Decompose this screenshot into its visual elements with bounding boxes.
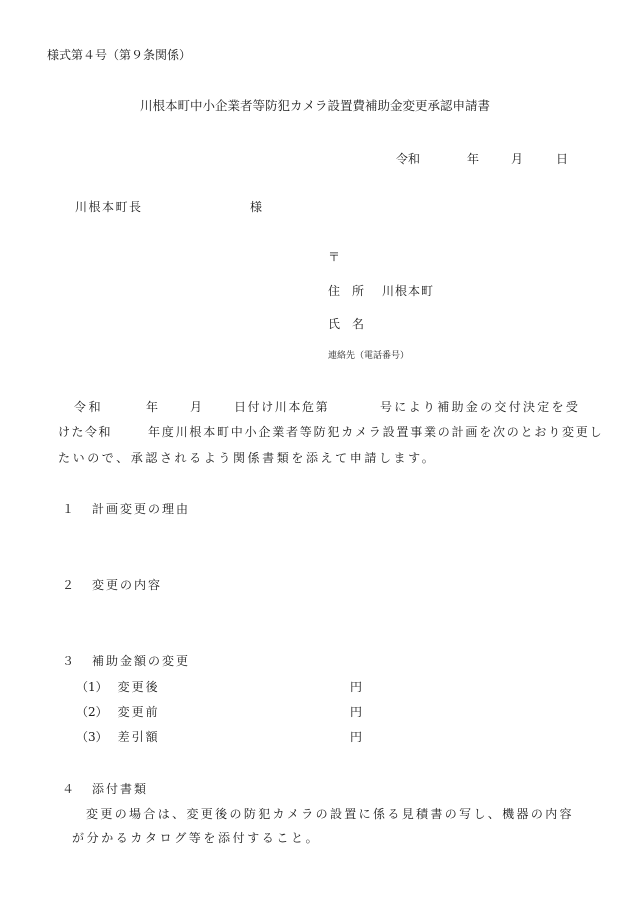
body-prefix-2: けた令和 bbox=[58, 425, 113, 439]
amount-unit: 円 bbox=[350, 705, 363, 719]
amount-unit: 円 bbox=[350, 730, 363, 744]
section-1-number: １ bbox=[62, 502, 75, 516]
section-1-label: 計画変更の理由 bbox=[92, 502, 191, 516]
body-era: 令和 bbox=[74, 400, 104, 414]
body-line-3: たいので、承認されるよう関係書類を添えて申請します。 bbox=[58, 451, 437, 465]
date-era: 令和 bbox=[396, 152, 421, 166]
item-label: 差引額 bbox=[117, 730, 160, 744]
addressee-name: 川根本町長 bbox=[75, 200, 143, 214]
section-4 bbox=[62, 780, 148, 797]
item-number: （2） bbox=[76, 705, 108, 719]
attachment-note-line-2: が分かるカタログ等を添付すること。 bbox=[72, 831, 321, 845]
section-4-label: 添付書類 bbox=[92, 782, 149, 796]
contact-label: 連絡先（電話番号） bbox=[328, 351, 410, 361]
section-3-label: 補助金額の変更 bbox=[92, 654, 191, 668]
section-3-number: ３ bbox=[62, 654, 75, 668]
body-rest-1: 号により補助金の交付決定を受 bbox=[380, 400, 581, 414]
document-title: 川根本町中小企業者等防犯カメラ設置費補助金変更承認申請書 bbox=[139, 98, 490, 113]
address-label: 住 所 bbox=[328, 284, 365, 298]
attachment-note-line-1: 変更の場合は、変更後の防犯カメラの設置に係る見積書の写し、機器の内容 bbox=[86, 807, 574, 821]
amount-item-before bbox=[76, 703, 160, 720]
item-number: （1） bbox=[76, 680, 108, 694]
addressee-honorific: 様 bbox=[250, 200, 263, 214]
postal-mark: 〒 bbox=[328, 250, 341, 264]
applicant-name-label: 氏 名 bbox=[328, 317, 365, 331]
date-day: 日 bbox=[556, 152, 569, 166]
section-2-number: ２ bbox=[62, 578, 75, 592]
section-3 bbox=[62, 652, 190, 669]
body-rest-2: 年度川根本町中小企業者等防犯カメラ設置事業の計画を次のとおり変更し bbox=[148, 425, 604, 439]
form-number: 様式第４号（第９条関係） bbox=[47, 48, 192, 62]
body-day-ref: 日付け川本危第 bbox=[234, 400, 330, 414]
applicant-address bbox=[328, 282, 434, 299]
item-label: 変更前 bbox=[117, 705, 160, 719]
section-2-label: 変更の内容 bbox=[92, 578, 163, 592]
amount-unit: 円 bbox=[350, 680, 363, 694]
date-year: 年 bbox=[467, 152, 480, 166]
section-2 bbox=[62, 576, 162, 593]
body-month: 月 bbox=[190, 400, 205, 414]
address-value: 川根本町 bbox=[382, 284, 435, 298]
body-year: 年 bbox=[146, 400, 161, 414]
item-number: （3） bbox=[76, 730, 108, 744]
amount-item-after bbox=[76, 678, 160, 695]
item-label: 変更後 bbox=[117, 680, 160, 694]
amount-item-difference bbox=[76, 728, 160, 745]
section-1 bbox=[62, 500, 190, 517]
date-month: 月 bbox=[511, 152, 524, 166]
section-4-number: ４ bbox=[62, 782, 75, 796]
